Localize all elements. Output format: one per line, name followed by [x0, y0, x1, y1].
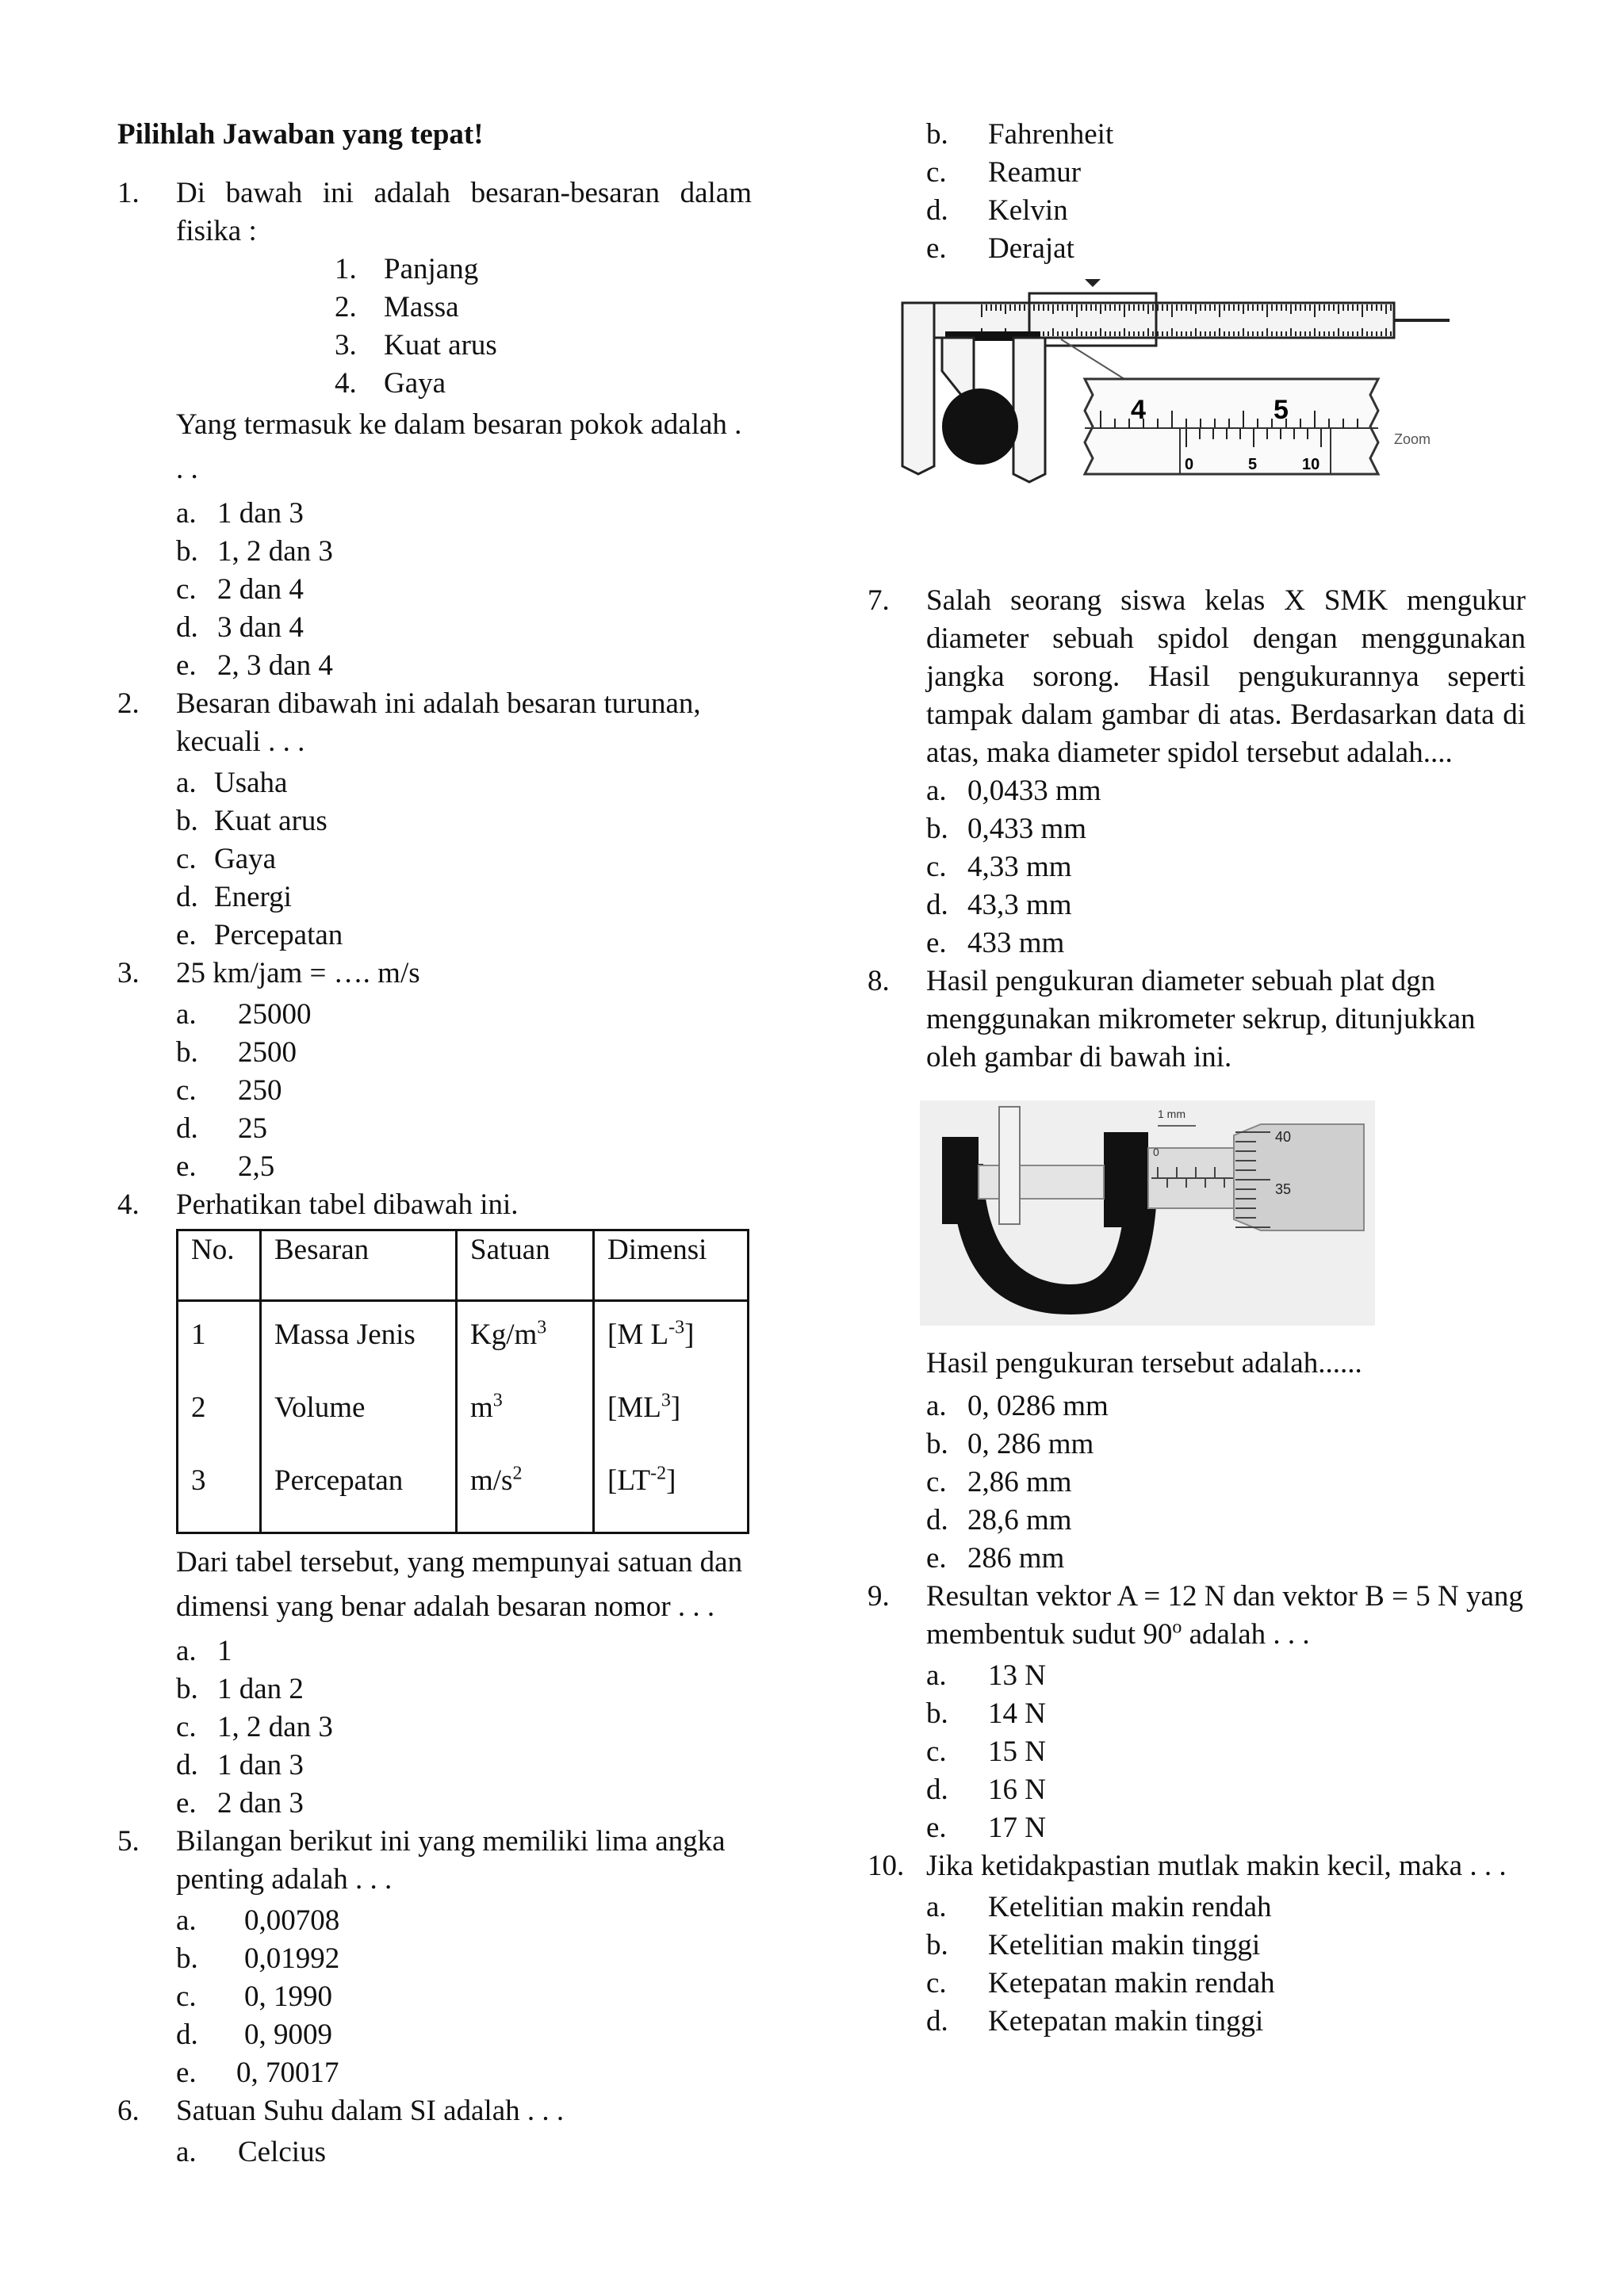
answer-option[interactable]: e. 17 N: [926, 1812, 1046, 1844]
answer-option[interactable]: b. 1 dan 2: [176, 1673, 304, 1705]
table-row: 2 Volume $m^3$ $[ML^3]$: [178, 1386, 749, 1459]
answer-option[interactable]: b. Fahrenheit: [926, 118, 1114, 151]
main-scale-label-5: 5: [1274, 395, 1289, 425]
question-number: 9.: [868, 1580, 890, 1613]
answer-option[interactable]: e. Percepatan: [176, 919, 343, 951]
answer-option[interactable]: a. 13 N: [926, 1659, 1046, 1692]
answer-option[interactable]: e. 433 mm: [926, 927, 1065, 959]
question-stem: Salah seorang siswa kelas X SMK mengukur diameter sebuah spidol dengan menggunakan jangka sorong. Hasil pengukurannya seperti tampak dalam gambar di atas. Berdasarkan data di atas, maka diameter spidol tersebut adalah....: [926, 584, 1526, 769]
quantity-list: [176, 251, 752, 403]
quantities-table: [176, 1229, 749, 1534]
answer-option[interactable]: c. 4,33 mm: [926, 851, 1072, 883]
question-number: 1.: [117, 177, 140, 209]
list-item: 3. Kuat arus: [335, 329, 497, 362]
vernier-label-5: 5: [1248, 456, 1258, 473]
question-7: [868, 582, 1526, 962]
question-5: [117, 1823, 752, 2092]
column-header: Dimensi: [594, 1230, 749, 1301]
answer-option[interactable]: a. 0, 0286 mm: [926, 1390, 1109, 1422]
question-stem: Hasil pengukuran diameter sebuah plat dgn menggunakan mikrometer sekrup, ditunjukkan oleh gambar di bawah ini.: [926, 965, 1476, 1073]
answer-option[interactable]: b. 1, 2 dan 3: [176, 535, 333, 568]
table-row: 3 Percepatan $m/s^2$ $[LT^{-2}]$: [178, 1459, 749, 1533]
question-stem: Bilangan berikut ini yang memiliki lima angka penting adalah . . .: [176, 1825, 726, 1896]
answer-option[interactable]: a. 0,0433 mm: [926, 775, 1101, 807]
thimble-label-35: 35: [1275, 1181, 1292, 1197]
answer-option[interactable]: d. 1 dan 3: [176, 1749, 304, 1781]
answer-option[interactable]: a. Ketelitian makin rendah: [926, 1891, 1272, 1923]
sleeve-zero-label: 0: [1153, 1146, 1159, 1158]
vernier-label-0: 0: [1185, 456, 1194, 473]
answer-option[interactable]: a. Usaha: [176, 767, 288, 799]
answer-option[interactable]: e. 286 mm: [926, 1542, 1065, 1575]
answer-option[interactable]: a. Celcius: [176, 2136, 326, 2168]
question-4: [117, 1186, 752, 1823]
column-header: Besaran: [261, 1230, 457, 1301]
answer-option[interactable]: c. Ketepatan makin rendah: [926, 1967, 1275, 1999]
answer-option[interactable]: d. 28,6 mm: [926, 1504, 1072, 1536]
answer-option[interactable]: c. 2 dan 4: [176, 573, 304, 606]
question-stem: 25 km/jam = …. m/s: [176, 957, 420, 989]
left-column: [117, 116, 752, 2172]
answer-option[interactable]: d. 25: [176, 1112, 267, 1145]
question-8: [868, 962, 1526, 1077]
answer-option[interactable]: d. 0, 9009: [176, 2019, 332, 2051]
answer-options: [176, 1902, 752, 2092]
question-stem: Resultan vektor A = 12 N dan vektor B = 5 N yang membentuk sudut 90$^o$ adalah . . .: [926, 1580, 1523, 1651]
answer-option[interactable]: c. 250: [176, 1074, 282, 1107]
question-stem: Satuan Suhu dalam SI adalah . . .: [176, 2095, 565, 2127]
question-8-continued: [868, 1341, 1526, 1578]
answer-option[interactable]: c. 1, 2 dan 3: [176, 1711, 333, 1743]
answer-options: [176, 764, 752, 955]
answer-option[interactable]: e. 2, 3 dan 4: [176, 649, 333, 682]
answer-option[interactable]: c. 15 N: [926, 1735, 1046, 1768]
answer-option[interactable]: a. 0,00708: [176, 1904, 340, 1937]
answer-option[interactable]: d. Ketepatan makin tinggi: [926, 2005, 1264, 2038]
question-number: 3.: [117, 957, 140, 989]
answer-option[interactable]: e. Derajat: [926, 232, 1074, 265]
question-stem-continued: Dari tabel tersebut, yang mempunyai satuan dan dimensi yang benar adalah besaran nomor . . .: [176, 1546, 743, 1623]
answer-options: [926, 1387, 1526, 1578]
answer-option[interactable]: d. 43,3 mm: [926, 889, 1072, 921]
answer-option[interactable]: c. 0, 1990: [176, 1980, 332, 2013]
zoom-label: Zoom: [1394, 431, 1431, 447]
table-header-row: [178, 1230, 749, 1301]
question-number: 6.: [117, 2095, 140, 2127]
answer-option[interactable]: e. 2 dan 3: [176, 1787, 304, 1820]
question-1: [117, 174, 752, 685]
question-stem-continued: Yang termasuk ke dalam besaran pokok adalah . . .: [176, 408, 742, 485]
answer-options: [926, 1888, 1526, 2041]
column-header: No.: [178, 1230, 261, 1301]
question-number: 7.: [868, 584, 890, 617]
question-stem: Jika ketidakpastian mutlak makin kecil, maka . . .: [926, 1850, 1507, 1882]
answer-options: [176, 1632, 752, 1823]
answer-options: [176, 495, 752, 685]
answer-option[interactable]: c. Reamur: [926, 156, 1082, 189]
answer-options: [176, 2133, 752, 2172]
answer-option[interactable]: a. 1: [176, 1635, 232, 1667]
answer-option[interactable]: c. Gaya: [176, 843, 277, 875]
vernier-label-10: 10: [1302, 456, 1320, 473]
question-10: [868, 1847, 1526, 2041]
question-number: 5.: [117, 1825, 140, 1858]
table-row: 1 Massa Jenis $Kg/m^3$ [M $L^{-3}$]: [178, 1301, 749, 1387]
micrometer-figure: [920, 1100, 1375, 1326]
answer-options-continued: [868, 116, 1526, 268]
list-item: 2. Massa: [335, 291, 459, 323]
list-item: 1. Panjang: [335, 253, 479, 285]
question-number: 8.: [868, 965, 890, 997]
question-number: 10.: [868, 1850, 905, 1882]
question-2: [117, 685, 752, 955]
question-stem: Perhatikan tabel dibawah ini.: [176, 1188, 519, 1221]
question-9: [868, 1578, 1526, 1847]
answer-option[interactable]: a. 1 dan 3: [176, 497, 304, 530]
answer-option[interactable]: b. 0,01992: [176, 1942, 340, 1975]
answer-option[interactable]: a. 25000: [176, 998, 312, 1031]
thimble-label-40: 40: [1275, 1129, 1292, 1145]
answer-option[interactable]: b. Ketelitian makin tinggi: [926, 1929, 1261, 1961]
mm-label: 1 mm: [1158, 1108, 1185, 1120]
answer-option[interactable]: c. 2,86 mm: [926, 1466, 1072, 1498]
list-item: 4. Gaya: [335, 367, 446, 400]
answer-option[interactable]: b. 0,433 mm: [926, 813, 1087, 845]
main-scale-label-4: 4: [1131, 395, 1146, 425]
answer-option[interactable]: b. 14 N: [926, 1697, 1046, 1730]
answer-options: [926, 1657, 1526, 1847]
question-number: 2.: [117, 687, 140, 720]
answer-option[interactable]: d. Kelvin: [926, 194, 1068, 227]
answer-option[interactable]: d. 16 N: [926, 1774, 1046, 1806]
answer-option[interactable]: d. 3 dan 4: [176, 611, 304, 644]
question-stem: Di bawah ini adalah besaran-besaran dalam fisika :: [176, 177, 752, 247]
answer-option[interactable]: b. 0, 286 mm: [926, 1428, 1094, 1460]
column-header: Satuan: [457, 1230, 594, 1301]
question-3: [117, 955, 752, 1186]
right-column: [868, 116, 1526, 2041]
question-6: [117, 2092, 752, 2172]
question-number: 4.: [117, 1188, 140, 1221]
instructions-heading: Pilihlah Jawaban yang tepat!: [117, 118, 484, 151]
answer-option[interactable]: e. 0, 70017: [176, 2057, 339, 2089]
vernier-caliper-figure: [894, 276, 1497, 561]
question-stem-continued: Hasil pengukuran tersebut adalah......: [926, 1347, 1362, 1380]
answer-option[interactable]: d. Energi: [176, 881, 292, 913]
answer-option[interactable]: b. 2500: [176, 1036, 297, 1069]
question-stem: Besaran dibawah ini adalah besaran turunan, kecuali . . .: [176, 687, 701, 758]
answer-options: [926, 772, 1526, 962]
answer-options: [176, 996, 752, 1186]
answer-option[interactable]: b. Kuat arus: [176, 805, 327, 837]
answer-option[interactable]: e. 2,5: [176, 1150, 275, 1183]
